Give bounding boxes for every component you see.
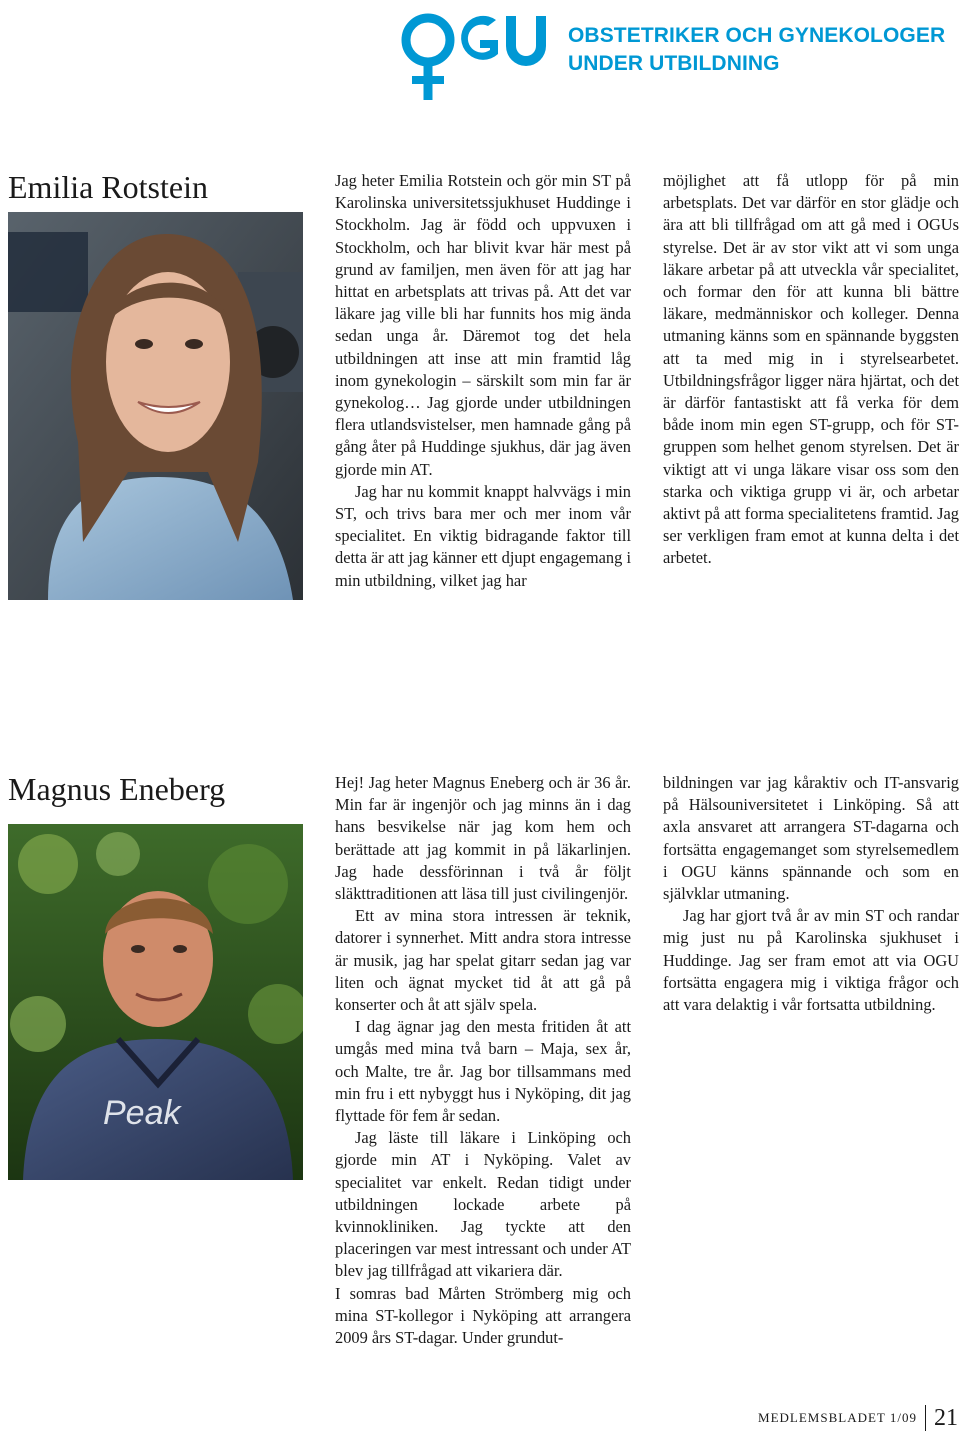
paragraph: Ett av mina stora intressen är teknik, datorer i synnerhet. Mitt andra stora intresse är musik, jag har spelat gitarr sedan jag var liten och ägnat mycket tid åt att gå på konserter och åt att själv spela.: [335, 906, 631, 1015]
profile-name: Magnus Eneberg: [8, 771, 226, 807]
profile-column-1: [335, 772, 631, 1349]
logo-letter-g: [461, 16, 498, 60]
logo-letter-u: [506, 16, 546, 66]
page-number: 21: [934, 1405, 958, 1431]
portrait-image: [8, 212, 303, 600]
paragraph: Jag läste till läkare i Linköping och gjorde min AT i Nyköping. Valet av specialitet var enkelt. Redan tidigt under utbildningen lockade arbete på kvinnokliniken. Jag tyckte att den placeringen var mest intressant och under AT blev jag tillfrågad att vikariera där.: [335, 1128, 631, 1281]
paragraph: bildningen var jag kåraktiv och IT-ansvarig på Hälsouniversitetet i Linköping. Så att axla ansvaret att arrangera ST-dagarna och fortsätta engagemanget som styrelsemedlem i OGU känns spännande och som en självklar utmaning.: [663, 773, 959, 904]
profile-column-2: [663, 170, 959, 570]
logo-wordmark: [568, 22, 945, 78]
paragraph: möjlighet att få utlopp för på min arbetsplats. Det var därför en stor glädje och ära att bli tillfrågad om att gå med i OGUs styrelse. Det är av stor vikt att vi som unga läkare arbetar på att utveckla vår specialitet, och formar den för att kunna bli bättre läkare, medmänniskor och kolleger. Denna utmaning känns som en spännande byggsten att ta med mig in i styrelsearbetet. Utbildningsfrågor ligger nära hjärtat, och det är därför fantastiskt att få verka för dem både inom min egen ST-grupp, och för ST-gruppen som helhet genom styrelsen. Det är viktigt att vi unga läkare visar oss som den starka och viktiga grupp vi är, och arbetar aktivt på att forma specialitetens framtid. Jag ser verkligen fram emot at kunna delta i det arbetet.: [663, 171, 959, 568]
ogu-logo-mark: [400, 6, 560, 106]
logo-line-2: UNDER UTBILDNING: [568, 52, 780, 75]
paragraph: Jag har nu kommit knappt halvvägs i min ST, och trivs bara mer och mer inom vår specialitet. En viktig bidragande faktor till detta är att jag känner ett djupt engagemang i min utbildning, vilket jag har: [335, 481, 631, 590]
profile-name: Emilia Rotstein: [8, 169, 208, 205]
ogu-logo: [400, 6, 960, 106]
paragraph: Jag har gjort två år av min ST och randar mig just nu på Karolinska sjukhuset i Huddinge. Jag ser fram emot att via OGU fortsätta engagera mig i viktiga frågor och att vara delaktig i vår fortsatta utbildning.: [663, 906, 959, 1015]
paragraph: Hej! Jag heter Magnus Eneberg och är 36 år. Min far är ingenjör och jag minns än i dag hans besvikelse när jag kom hem och berättade att jag kommit in på läkarlinjen. Jag hade dessförinnan i två år följt släkttraditionen att läsa till just civilingenjör.: [335, 773, 631, 904]
portrait-image: [8, 824, 303, 1180]
hoodie-print: Peak: [103, 1094, 181, 1132]
logo-line-1: OBSTETRIKER OCH GYNEKOLOGER: [568, 24, 946, 47]
female-symbol-circle: [406, 18, 450, 62]
profile-column-1: [335, 170, 631, 592]
portrait-photo-emilia: [8, 212, 303, 600]
page-footer: [758, 1399, 958, 1431]
profile-column-2: [663, 772, 959, 1016]
footer-divider: [925, 1405, 926, 1431]
paragraph: Jag heter Emilia Rotstein och gör min ST på Karolinska universitetssjukhuset Huddinge i Stockholm. Jag är född och uppvuxen i Stockholm, och har blivit kvar här mest på grund av familjen, men även för att jag har hittat en arbetsplats att trivas på. Att det var läkare jag ville bli har funnits hos mig ända sedan unga år. Däremot tog det hela utbildningen att inse att min framtid låg inom gynekologin – särskilt som min far är gynekolog… Jag gjorde under utbildningen flera utlandsvistelser, men hamnade gång på gång åter på Huddinge sjukhus, där jag även gjorde min AT.: [335, 171, 631, 479]
paragraph: I somras bad Mårten Strömberg mig och mina ST-kollegor i Nyköping att arrangera 2009 års ST-dagar. Under grundut-: [335, 1283, 631, 1348]
female-symbol-bar: [412, 76, 444, 84]
portrait-photo-magnus: [8, 824, 303, 1180]
paragraph: I dag ägnar jag den mesta fritiden åt att umgås med mina två barn – Maja, sex år, och Malte, tre år. Jag bor tillsammans med min fru i ett nybyggt hus i Nyköping, dit jag flyttade för fem år sedan.: [335, 1017, 631, 1126]
magazine-name: MEDLEMSBLADET 1/09: [758, 1410, 917, 1425]
